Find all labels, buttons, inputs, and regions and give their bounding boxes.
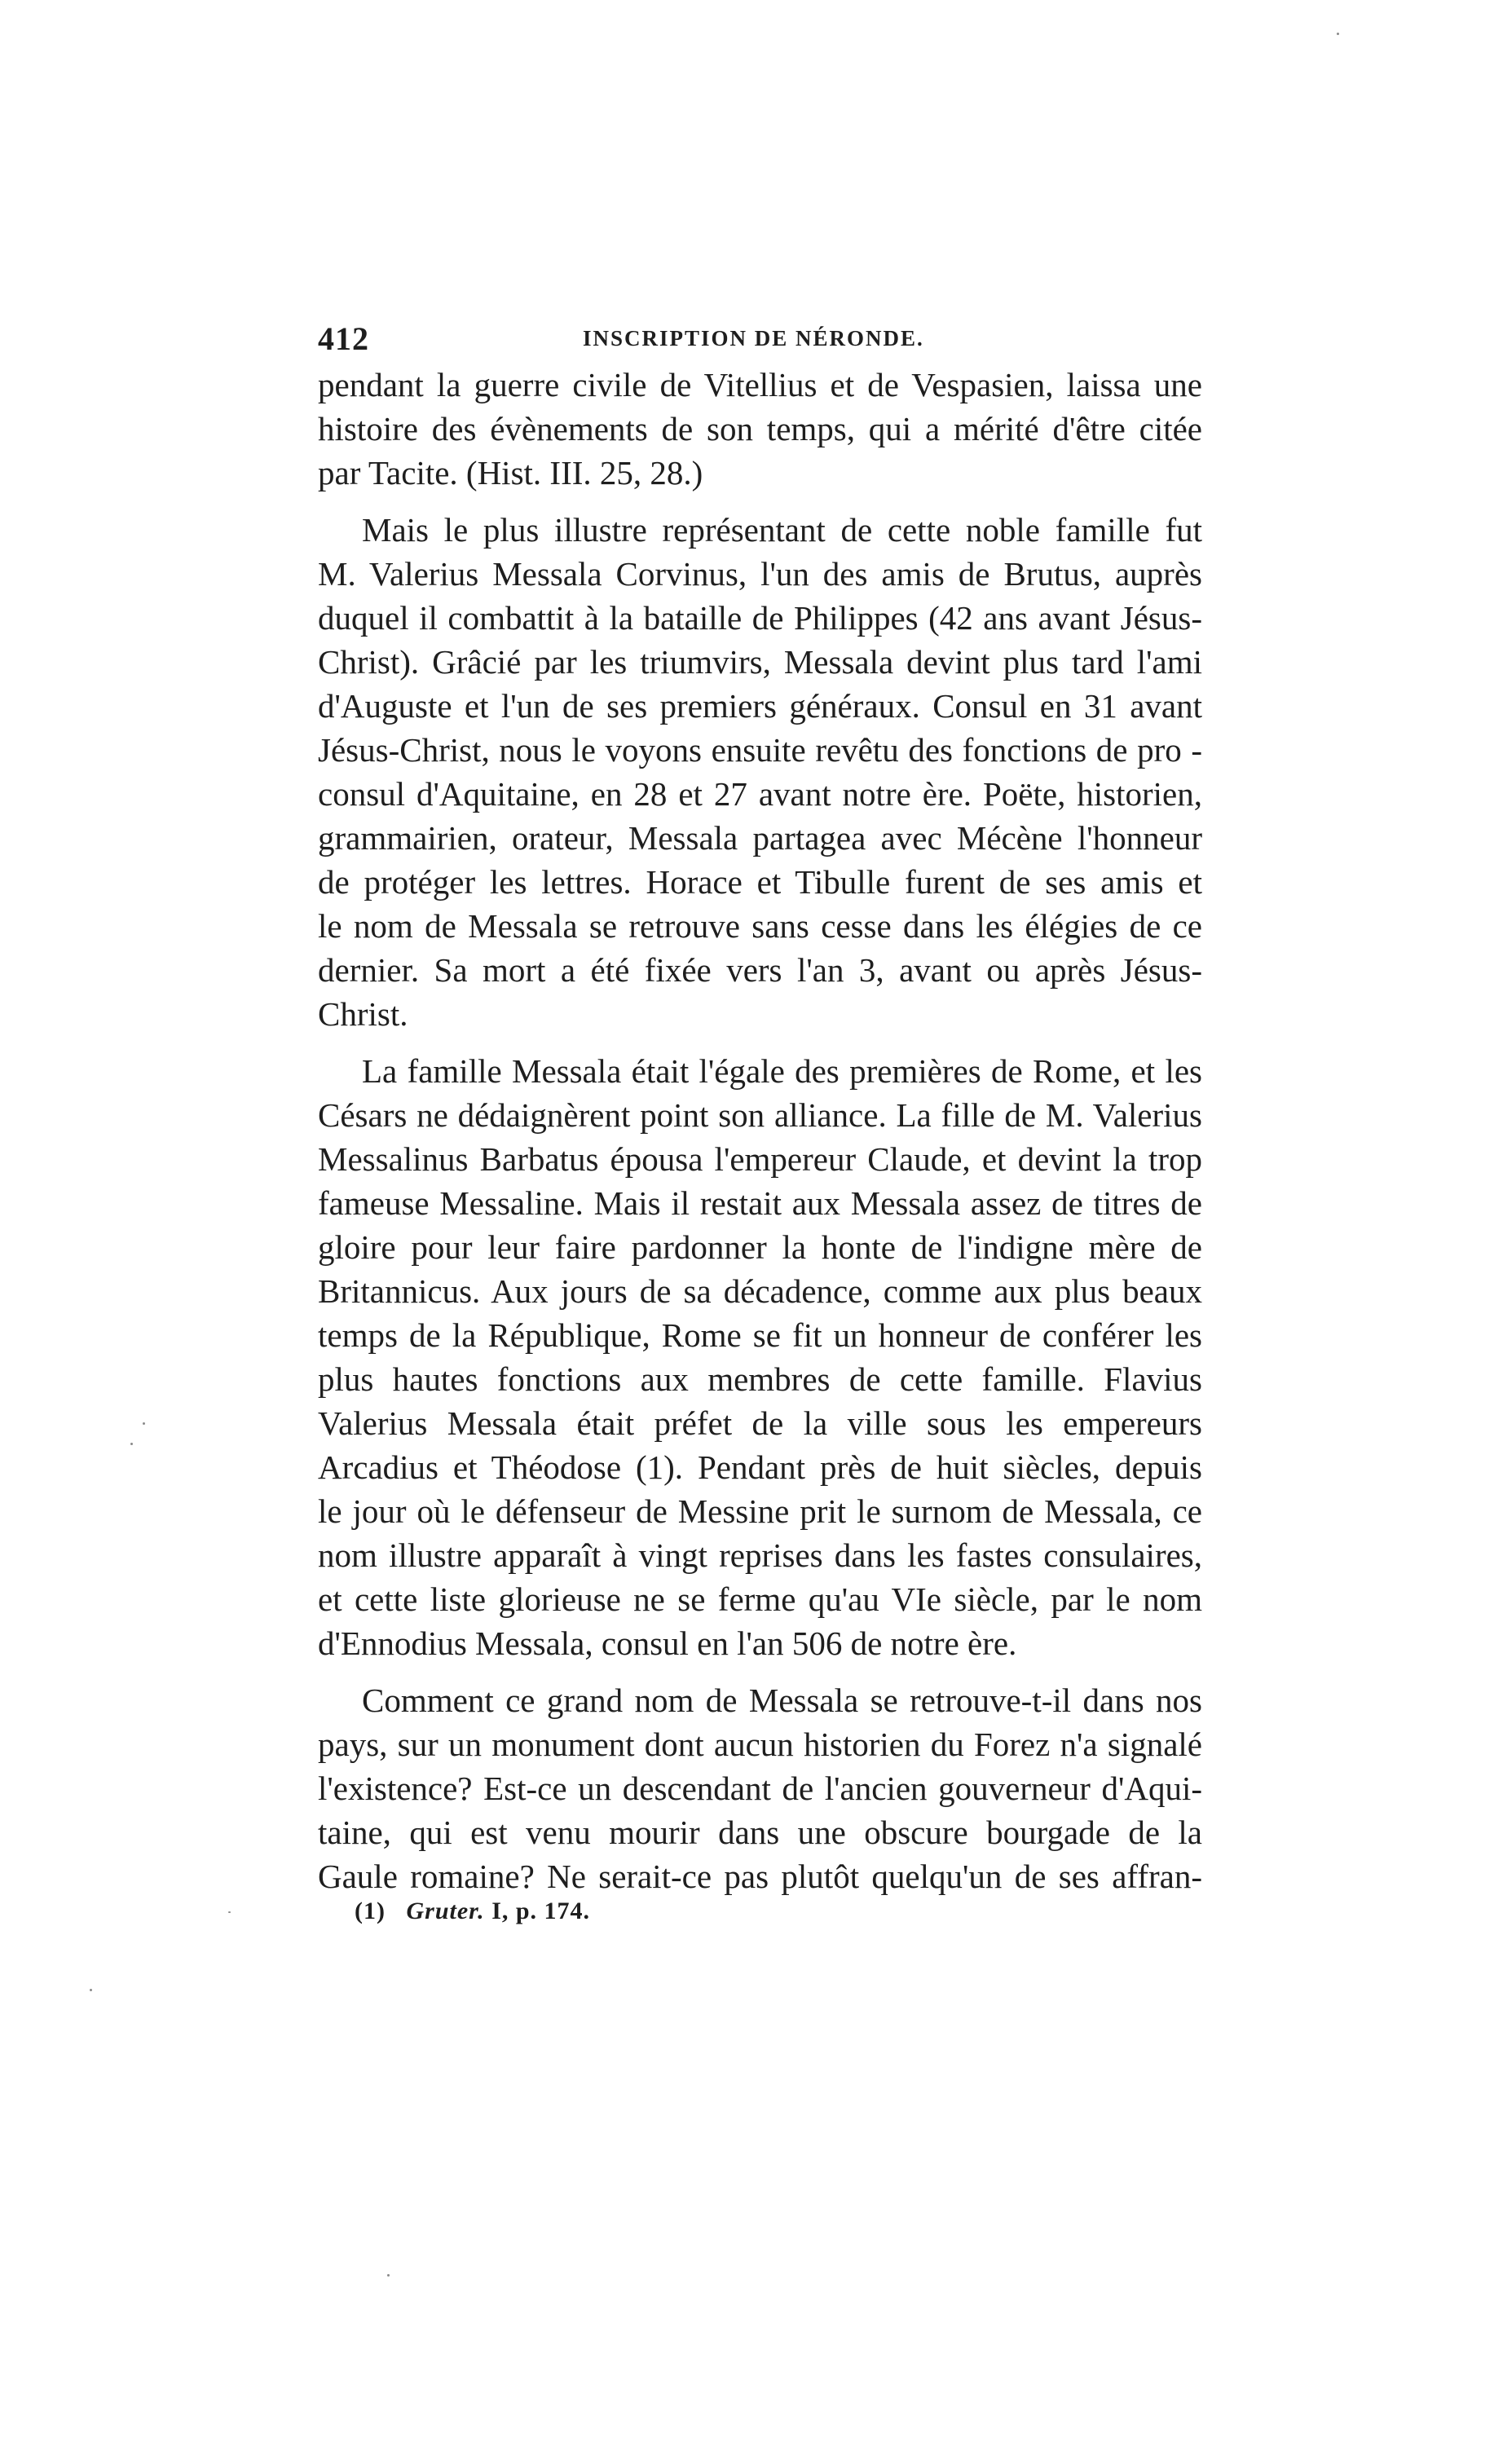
text-line: Mais le plus illustre représentant de cette noble famille fut	[362, 511, 1202, 549]
page-number: 412	[318, 320, 369, 357]
paragraph-4	[318, 1678, 1202, 1898]
scan-speck	[387, 2274, 390, 2277]
text-line: d'Ennodius Messala, consul en l'an 506 de notre ère.	[318, 1624, 1017, 1662]
paragraph-2	[318, 508, 1202, 1036]
text-line: et cette liste glorieuse ne se ferme qu'au VIe siècle, par le nom	[318, 1580, 1202, 1618]
scan-speck	[130, 1443, 133, 1445]
text-line: dernier. Sa mort a été fixée vers l'an 3, avant ou après Jésus-	[318, 951, 1202, 989]
text-line: pays, sur un monument dont aucun historien du Forez n'a signalé	[318, 1726, 1202, 1763]
text-line: le nom de Messala se retrouve sans cesse dans les élégies de ce	[318, 907, 1202, 945]
footnote-marker: (1)	[355, 1898, 386, 1924]
footnote-reference: I, p. 174.	[491, 1898, 591, 1924]
paragraph-3	[318, 1049, 1202, 1665]
scan-speck	[143, 1422, 145, 1425]
footnote-author: Gruter.	[406, 1898, 485, 1924]
text-line: Gaule romaine? Ne serait-ce pas plutôt quelqu'un de ses affran-	[318, 1858, 1202, 1895]
paragraph-1	[318, 363, 1202, 495]
footnote	[355, 1898, 590, 1925]
text-line: fameuse Messaline. Mais il restait aux Messala assez de titres de	[318, 1184, 1202, 1222]
text-line: temps de la République, Rome se fit un honneur de conférer les	[318, 1316, 1202, 1354]
scan-speck	[1337, 33, 1339, 35]
text-line: La famille Messala était l'égale des premières de Rome, et les	[362, 1052, 1202, 1090]
running-head	[318, 320, 1202, 357]
text-line: par Tacite. (Hist. III. 25, 28.)	[318, 454, 703, 491]
body-text	[318, 363, 1202, 1898]
text-line: Jésus-Christ, nous le voyons ensuite revêtu des fonctions de pro -	[318, 731, 1202, 769]
scan-speck	[90, 1989, 92, 1991]
text-line: taine, qui est venu mourir dans une obscure bourgade de la	[318, 1814, 1202, 1851]
text-line: de protéger les lettres. Horace et Tibulle furent de ses amis et	[318, 863, 1202, 901]
text-line: gloire pour leur faire pardonner la honte de l'indigne mère de	[318, 1228, 1202, 1266]
text-line: Britannicus. Aux jours de sa décadence, comme aux plus beaux	[318, 1272, 1202, 1310]
text-line: Arcadius et Théodose (1). Pendant près de huit siècles, depuis	[318, 1448, 1202, 1486]
running-title: INSCRIPTION DE NÉRONDE.	[583, 326, 924, 350]
text-line: histoire des évènements de son temps, qui a mérité d'être citée	[318, 410, 1202, 447]
text-line: nom illustre apparaît à vingt reprises dans les fastes consulaires,	[318, 1536, 1202, 1574]
scan-speck	[228, 1911, 231, 1913]
text-line: plus hautes fonctions aux membres de cette famille. Flavius	[318, 1360, 1202, 1398]
text-line: Messalinus Barbatus épousa l'empereur Claude, et devint la trop	[318, 1140, 1202, 1178]
text-line: M. Valerius Messala Corvinus, l'un des amis de Brutus, auprès	[318, 555, 1202, 593]
text-line: duquel il combattit à la bataille de Philippes (42 ans avant Jésus-	[318, 599, 1202, 637]
text-line: consul d'Aquitaine, en 28 et 27 avant notre ère. Poëte, historien,	[318, 775, 1202, 813]
text-line: grammairien, orateur, Messala partagea avec Mécène l'honneur	[318, 819, 1202, 857]
text-line: Valerius Messala était préfet de la ville sous les empereurs	[318, 1404, 1202, 1442]
text-line: Césars ne dédaignèrent point son alliance. La fille de M. Valerius	[318, 1096, 1202, 1134]
text-line: pendant la guerre civile de Vitellius et de Vespasien, laissa une	[318, 366, 1202, 403]
text-line: d'Auguste et l'un de ses premiers généraux. Consul en 31 avant	[318, 687, 1202, 725]
text-line: Christ.	[318, 995, 408, 1033]
text-line: Christ). Grâcié par les triumvirs, Messala devint plus tard l'ami	[318, 643, 1202, 681]
text-line: Comment ce grand nom de Messala se retrouve-t-il dans nos	[362, 1682, 1202, 1719]
text-line: le jour où le défenseur de Messine prit le surnom de Messala, ce	[318, 1492, 1202, 1530]
text-line: l'existence? Est-ce un descendant de l'ancien gouverneur d'Aqui-	[318, 1770, 1202, 1807]
